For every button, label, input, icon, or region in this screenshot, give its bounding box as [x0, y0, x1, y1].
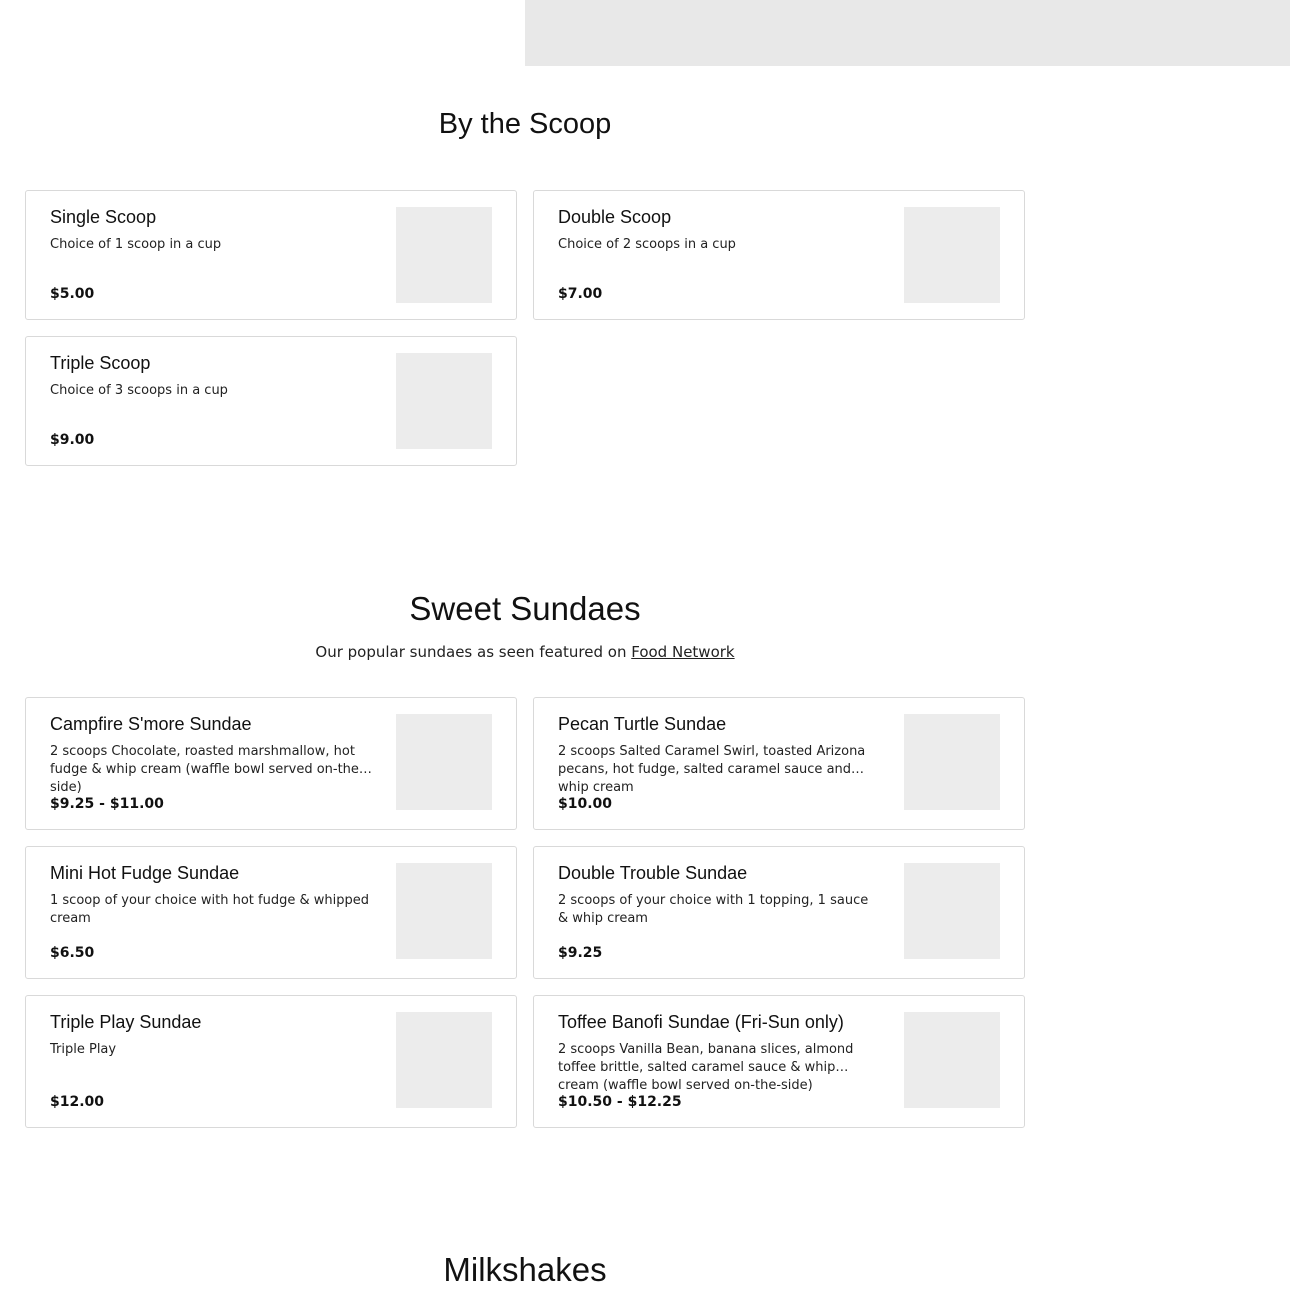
section-title-by-the-scoop: By the Scoop [438, 108, 612, 140]
menu-item-name: Mini Hot Fudge Sundae [50, 863, 240, 883]
menu-item-card[interactable] [25, 697, 517, 830]
menu-item-price: $9.25 - $11.00 [50, 796, 164, 812]
menu-item-image [904, 207, 1000, 303]
menu-item-name: Triple Scoop [50, 353, 151, 373]
menu-item-name: Double Scoop [558, 207, 672, 227]
section-title-milkshakes: Milkshakes [443, 1251, 607, 1288]
menu-item-price: $10.50 - $12.25 [558, 1094, 682, 1110]
menu-item-image [396, 207, 492, 303]
menu-item-image [396, 353, 492, 449]
menu-item-card[interactable] [25, 190, 517, 320]
menu-item-description: Choice of 2 scoops in a cup [558, 237, 736, 252]
menu-item-description: 2 scoops Chocolate, roasted marshmallow, hot fudge & whip cream (waffle bowl served on-the-side) [50, 744, 364, 795]
menu-item-name: Toffee Banofi Sundae (Fri-Sun only) [558, 1012, 844, 1032]
menu-item-name: Pecan Turtle Sundae [558, 714, 727, 734]
food-network-link[interactable]: Food Network [631, 643, 735, 661]
menu-item-price: $6.50 [50, 945, 95, 961]
menu-item-name: Double Trouble Sundae [558, 863, 748, 883]
menu-item-description: Choice of 3 scoops in a cup [50, 383, 228, 398]
menu-item-price: $5.00 [50, 286, 95, 302]
menu-item-card[interactable] [533, 697, 1025, 830]
menu-item-description: 2 scoops Vanilla Bean, banana slices, almond toffee brittle, salted caramel sauce & whip cream (waffle bowl served on-the-side) [558, 1042, 854, 1093]
menu-item-image [396, 863, 492, 959]
scoop-menu-grid [25, 190, 1025, 466]
menu-item-image [904, 863, 1000, 959]
menu-item-card[interactable] [533, 846, 1025, 979]
menu-item-image [904, 1012, 1000, 1108]
menu-item-description: 2 scoops Salted Caramel Swirl, toasted Arizona pecans, hot fudge, salted caramel sauce and whip cream [558, 744, 866, 795]
menu-item-image [396, 1012, 492, 1108]
menu-item-description: Choice of 1 scoop in a cup [50, 237, 222, 252]
menu-item-price: $7.00 [558, 286, 603, 302]
menu-item-card[interactable] [25, 846, 517, 979]
menu-item-card[interactable] [533, 995, 1025, 1128]
menu-item-name: Campfire S'more Sundae [50, 714, 252, 734]
menu-item-name: Triple Play Sundae [50, 1012, 202, 1032]
menu-item-card[interactable] [25, 336, 517, 466]
menu-item-description: 2 scoops of your choice with 1 topping, 1 sauce & whip cream [558, 893, 869, 926]
hero-image-placeholder [525, 0, 1290, 66]
menu-item-description: 1 scoop of your choice with hot fudge & whipped cream [50, 893, 369, 926]
menu-item-name: Single Scoop [50, 207, 157, 227]
subtitle-text: Our popular sundaes as seen featured on [315, 643, 632, 661]
menu-item-image [396, 714, 492, 810]
menu-item-image [904, 714, 1000, 810]
section-title-sweet-sundaes: Sweet Sundaes [409, 590, 641, 627]
menu-item-description: Triple Play [50, 1042, 117, 1057]
menu-item-card[interactable] [25, 995, 517, 1128]
menu-item-price: $9.00 [50, 432, 95, 448]
sundae-menu-grid [25, 697, 1025, 1128]
section-subtitle [25, 643, 1025, 661]
menu-item-price: $10.00 [558, 796, 613, 812]
menu-item-card[interactable] [533, 190, 1025, 320]
menu-item-price: $12.00 [50, 1094, 105, 1110]
menu-item-price: $9.25 [558, 945, 603, 961]
